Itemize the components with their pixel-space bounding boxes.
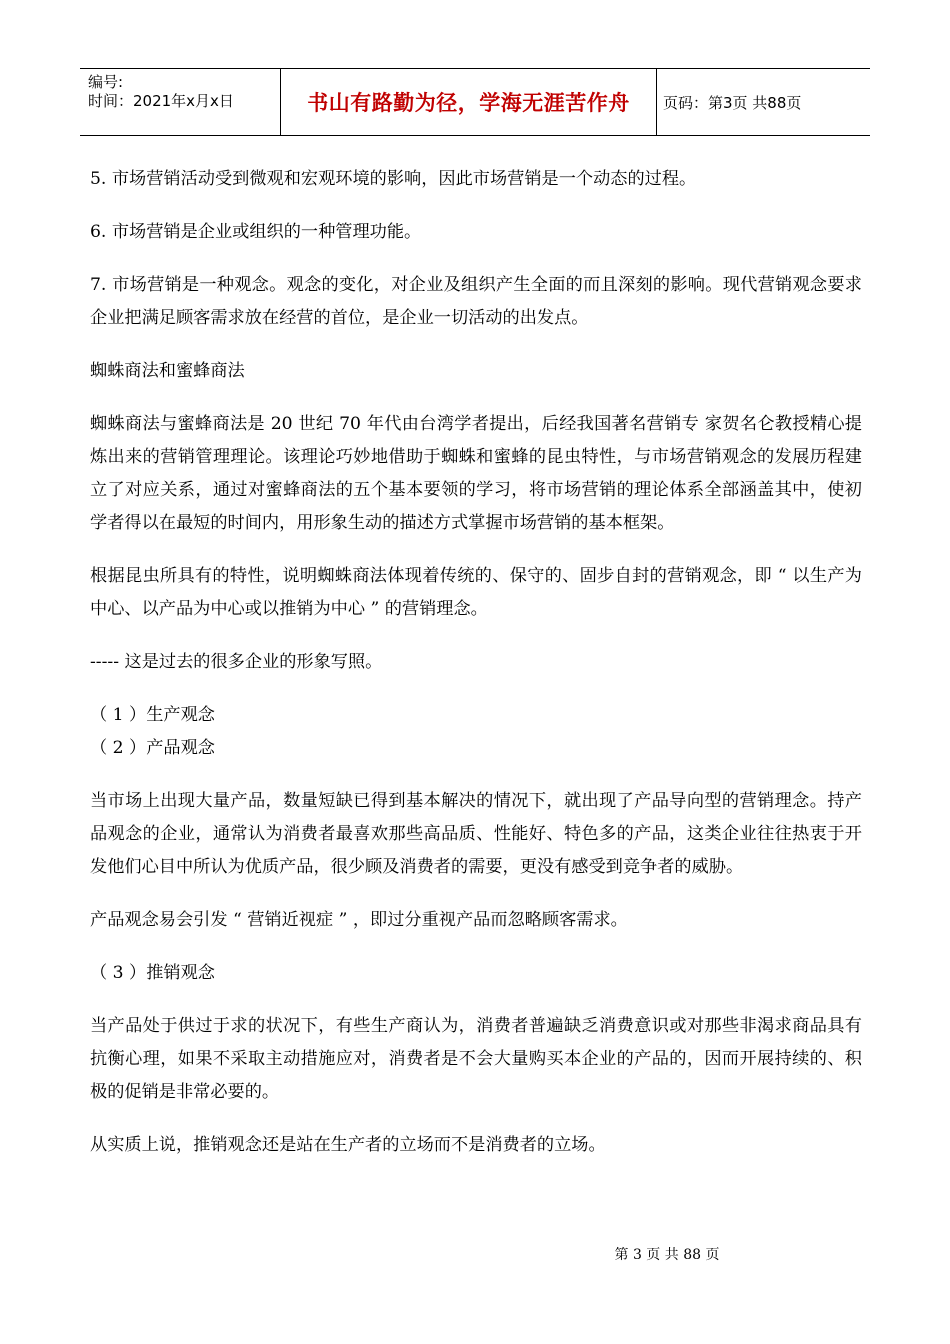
list-item-product-concept: （ 2 ）产品观念 — [90, 738, 215, 758]
document-body — [90, 163, 862, 1182]
page-header — [80, 68, 870, 136]
doc-time-label: 时间：2021年x月x日 — [88, 92, 234, 110]
list-item-production-concept: （ 1 ）生产观念 — [90, 705, 215, 725]
section-heading: 蜘蛛商法和蜜蜂商法 — [90, 361, 245, 381]
header-motto: 书山有路勤为径，学海无涯苦作舟 — [281, 69, 657, 135]
paragraph-point-7: 7. 市场营销是一种观念。观念的变化，对企业及组织产生全面的而且深刻的影响。现代营销观念要求企业把满足顾客需求放在经营的首位，是企业一切活动的出发点。 — [90, 275, 862, 328]
doc-code-label: 编号: — [88, 73, 124, 91]
paragraph-point-5: 5. 市场营销活动受到微观和宏观环境的影响，因此市场营销是一个动态的过程。 — [90, 169, 697, 189]
paragraph: 当市场上出现大量产品，数量短缺已得到基本解决的情况下，就出现了产品导向型的营销理念。持产品观念的企业，通常认为消费者最喜欢那些高品质、性能好、特色多的产品，这类企业往往热衷于开发他们心目中所认为优质产品，很少顾及消费者的需要，更没有感受到竞争者的威胁。 — [90, 791, 862, 877]
paragraph: 当产品处于供过于求的状况下，有些生产商认为，消费者普遍缺乏消费意识或对那些非渴求商品具有抗衡心理，如果不采取主动措施应对，消费者是不会大量购买本企业的产品的，因而开展持续的、积极的促销是非常必要的。 — [90, 1016, 862, 1102]
page-footer — [0, 1244, 950, 1264]
paragraph-point-6: 6. 市场营销是企业或组织的一种管理功能。 — [90, 222, 422, 242]
paragraph: 产品观念易会引发 “ 营销近视症 ” ，即过分重视产品而忽略顾客需求。 — [90, 910, 628, 930]
header-meta — [80, 69, 281, 135]
footer-page-number: 第 3 页 共 88 页 — [614, 1247, 720, 1263]
paragraph: ----- 这是过去的很多企业的形象写照。 — [90, 652, 383, 672]
paragraph: 蜘蛛商法与蜜蜂商法是 20 世纪 70 年代由台湾学者提出，后经我国著名营销专 家贺名仑教授精心提炼出来的营销管理理论。该理论巧妙地借助于蜘蛛和蜜蜂的昆虫特性，与市场营销观念的发展历程建立了对应关系，通过对蜜蜂商法的五个基本要领的学习，将市场营销的理论体系全部涵盖其中，使初学者得以在最短的时间内，用形象生动的描述方式掌握市场营销的基本框架。 — [90, 414, 862, 533]
header-page-info: 页码：第3页 共88页 — [663, 93, 802, 112]
paragraph: 从实质上说，推销观念还是站在生产者的立场而不是消费者的立场。 — [90, 1135, 606, 1155]
list-item-selling-concept: （ 3 ）推销观念 — [90, 963, 215, 983]
paragraph: 根据昆虫所具有的特性，说明蜘蛛商法体现着传统的、保守的、固步自封的营销观念，即 “ 以生产为中心、以产品为中心或以推销为中心 ” 的营销理念。 — [90, 566, 862, 619]
